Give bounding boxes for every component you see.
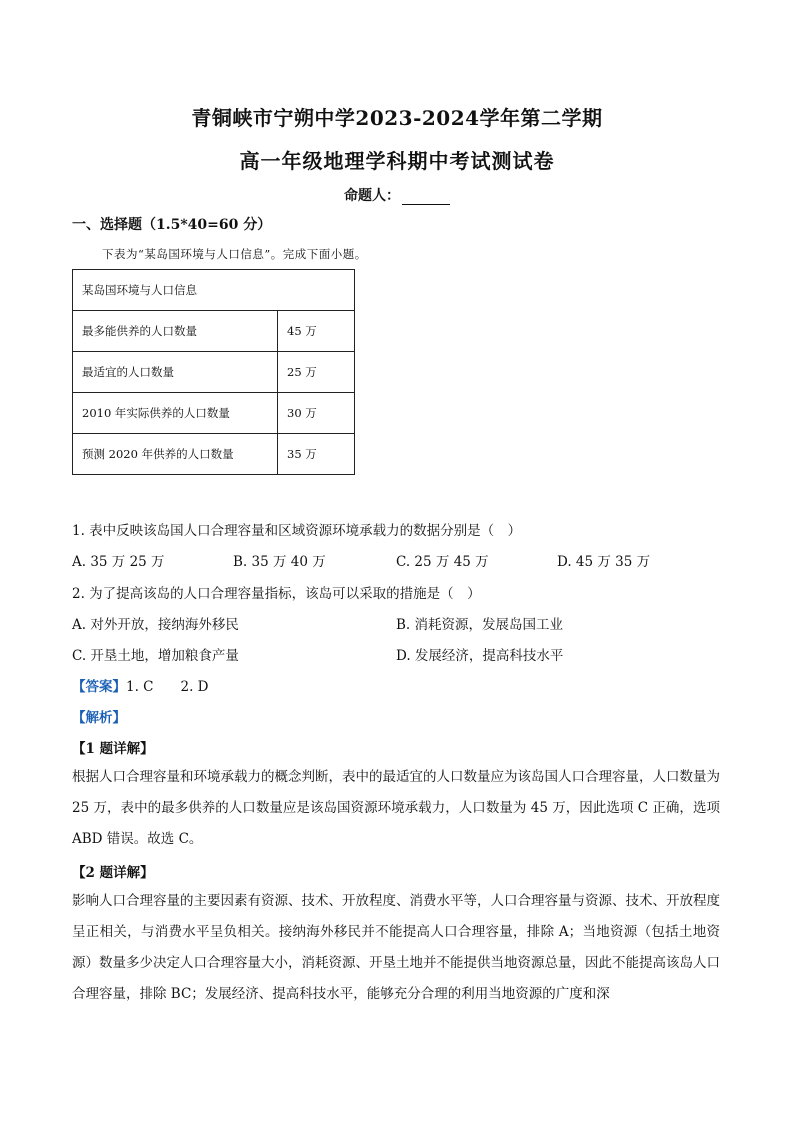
table-cell-value: 35 万 — [278, 434, 355, 475]
question-1-option-b: B. 35 万 40 万 — [233, 554, 326, 570]
question-1-option-a: A. 35 万 25 万 — [72, 554, 165, 570]
section-heading: 一、选择题（1.5*40=60 分） — [72, 217, 272, 233]
author-blank — [402, 190, 450, 205]
question-1-option-c: C. 25 万 45 万 — [396, 554, 489, 570]
question-2-option-a: A. 对外开放，接纳海外移民 — [72, 617, 239, 633]
answer-values: 1. C 2. D — [126, 679, 209, 695]
exam-title-line2: 高一年级地理学科期中考试测试卷 — [239, 149, 555, 173]
table-cell-label: 最多能供养的人口数量 — [73, 311, 278, 352]
q1-detail-heading — [72, 737, 154, 757]
answer-line — [72, 675, 209, 695]
table-header-row — [73, 270, 355, 311]
exam-title-line1: 青铜峡市宁朔中学2023-2024学年第二学期 — [191, 106, 603, 130]
table-header-cell: 某岛国环境与人口信息 — [73, 270, 355, 311]
question-2-option-b: B. 消耗资源，发展岛国工业 — [396, 617, 564, 633]
question-1-option-d: D. 45 万 35 万 — [557, 554, 651, 570]
table-row — [73, 352, 355, 393]
section-intro: 下表为“某岛国环境与人口信息”。完成下面小题。 — [102, 247, 367, 261]
table-row — [73, 434, 355, 475]
question-2-option-d: D. 发展经济，提高科技水平 — [396, 648, 564, 664]
table-row — [73, 311, 355, 352]
q2-detail-heading — [72, 861, 154, 881]
table-cell-value: 30 万 — [278, 393, 355, 434]
answer-tag: 【答案】 — [72, 679, 126, 695]
q1-detail-tag: 【1 题详解】 — [72, 741, 154, 757]
question-2-option-c: C. 开垦土地，增加粮食产量 — [72, 648, 239, 664]
question-2-stem: 2. 为了提高该岛的人口合理容量指标，该岛可以采取的措施是（ ） — [72, 586, 481, 602]
table-cell-label: 预测 2020 年供养的人口数量 — [73, 434, 278, 475]
question-1-stem: 1. 表中反映该岛国人口合理容量和区域资源环境承载力的数据分别是（ ） — [72, 523, 522, 539]
q1-detail-text: 根据人口合理容量和环境承载力的概念判断，表中的最适宜的人口数量应为该岛国人口合理容量，人口数量为 25 万，表中的最多供养的人口数量应是该岛国资源环境承载力，人口数量为 45 万，因此选项 C 正确，选项 ABD 错误。故选 C。 — [72, 769, 720, 847]
author-line — [0, 185, 794, 205]
q2-detail-text: 影响人口合理容量的主要因素有资源、技术、开放程度、消费水平等，人口合理容量与资源、技术、开放程度呈正相关，与消费水平呈负相关。接纳海外移民并不能提高人口合理容量，排除 A；当地资源（包括土地资源）数量多少决定人口合理容量大小，消耗资源、开垦土地并不能提供当地资源总量，因此不能提高该岛人口合理容量，排除 BC；发展经济、提高科技水平，能够充分合理的利用当地资源的广度和深 — [72, 893, 720, 1002]
table-row — [73, 393, 355, 434]
table-cell-label: 最适宜的人口数量 — [73, 352, 278, 393]
table-cell-label: 2010 年实际供养的人口数量 — [73, 393, 278, 434]
table-cell-value: 45 万 — [278, 311, 355, 352]
q2-detail-tag: 【2 题详解】 — [72, 865, 154, 881]
author-label: 命题人： — [344, 188, 400, 204]
analysis-tag: 【解析】 — [72, 710, 126, 726]
info-table — [72, 269, 355, 475]
analysis-line — [72, 706, 126, 726]
table-cell-value: 25 万 — [278, 352, 355, 393]
